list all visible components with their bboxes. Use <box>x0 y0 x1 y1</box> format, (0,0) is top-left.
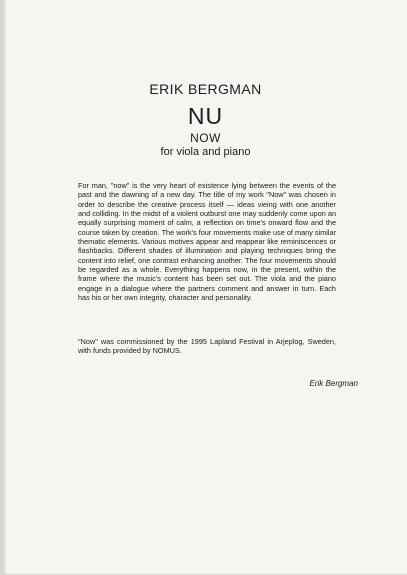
preface-paragraph: For man, "now" is the very heart of existence lying between the events of the past and the dawning of a new day. The title of my work "Now" was chosen in order to describe the creative process itself — ideas vieing with one another and colliding. In the midst of a violent outburst one may suddenly come upon an equally surprising moment of calm, a reflection on time's onward flow and the course taken by creation. The work's four movements make use of many similar thematic elements. Various motives appear and reappear like reminiscences or flashbacks. Different shades of illumination and playing techniques bring the content into relief, one contrast enhancing another. The four movements should be regarded as a whole. Everything happens now, in the present, within the frame where the music's content has been set out. The viola and the piano engage in a dialogue where the partners comment and answer in turn. Each has his or her own integrity, character and personality. <box>78 181 336 303</box>
author-signature: Erik Bergman <box>309 379 358 388</box>
instrumentation-line: for viola and piano <box>160 146 251 158</box>
work-title: NU <box>187 103 224 129</box>
composer-name: ERIK BERGMAN <box>149 81 262 97</box>
work-subtitle: NOW <box>190 131 221 145</box>
commission-note: "Now" was commissioned by the 1995 Lapland Festival in Arjeplog, Sweden, with funds provided by NOMUS. <box>78 337 336 356</box>
